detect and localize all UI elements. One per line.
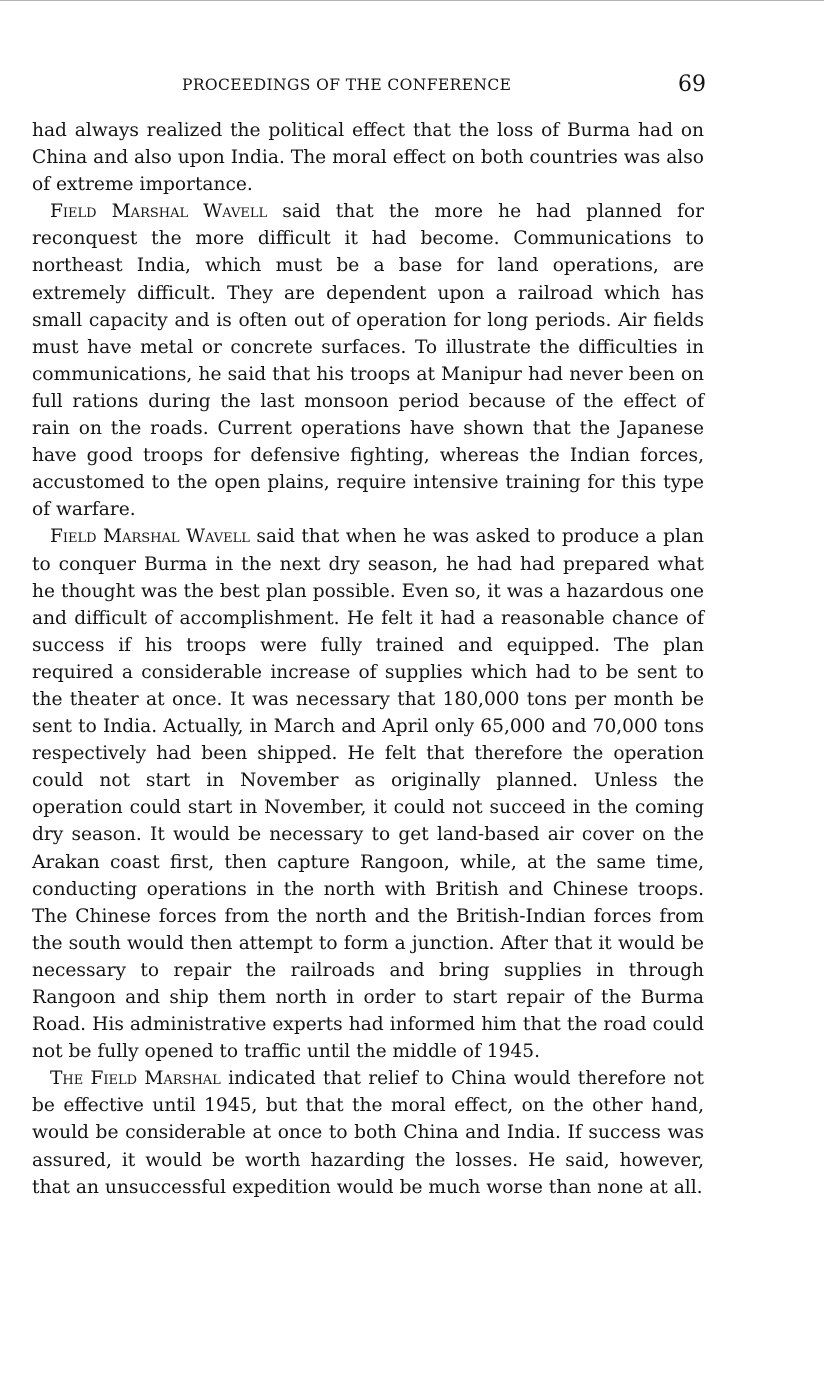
body-text <box>32 117 704 1201</box>
paragraph-4-text: indicated that relief to China would therefore not be effective until 1945, but that the moral effect, on the other hand, would be considerable at once to both China and India. If success was assured, it would be worth hazarding the losses. He said, however, that an unsuccessful expedition would be much worse than none at all. <box>32 1068 704 1198</box>
running-title: PROCEEDINGS OF THE CONFERENCE <box>182 76 512 94</box>
paragraph-2 <box>32 198 704 523</box>
paragraph-1-text: had always realized the political effect that the loss of Burma had on China and also upon India. The moral effect on both countries was also of extreme importance. <box>32 120 704 196</box>
running-head <box>32 74 704 104</box>
speaker-name: Field Marshal Wavell <box>50 526 250 548</box>
paragraph-3 <box>32 523 704 1065</box>
paragraph-4 <box>32 1065 704 1200</box>
speaker-name: The Field Marshal <box>50 1068 221 1090</box>
paragraph-1 <box>32 117 704 198</box>
speaker-name: Field Marshal Wavell <box>50 201 268 223</box>
page-number: 69 <box>678 72 706 97</box>
top-edge-rule <box>0 0 824 1</box>
paragraph-2-text: said that the more he had planned for reconquest the more difficult it had become. Communications to northeast India, which must be a base for land operations, are extremely difficult. They are dependent upon a railroad which has small capacity and is often out of operation for long periods. Air fields must have metal or concrete surfaces. To illustrate the difficulties in communications, he said that his troops at Manipur had never been on full rations during the last monsoon period because of the effect of rain on the roads. Current operations have shown that the Japanese have good troops for defensive fighting, whereas the Indian forces, accustomed to the open plains, require intensive training for this type of warfare. <box>32 201 704 521</box>
paragraph-3-text: said that when he was asked to produce a plan to conquer Burma in the next dry season, he had had prepared what he thought was the best plan possible. Even so, it was a hazardous one and difficult of accomplishment. He felt it had a reasonable chance of success if his troops were fully trained and equipped. The plan required a considerable increase of supplies which had to be sent to the theater at once. It was necessary that 180,000 tons per month be sent to India. Actually, in March and April only 65,000 and 70,000 tons respectively had been shipped. He felt that therefore the operation could not start in November as originally planned. Unless the operation could start in November, it could not succeed in the coming dry season. It would be necessary to get land-based air cover on the Arakan coast first, then capture Rangoon, while, at the same time, conducting operations in the north with British and Chinese troops. The Chinese forces from the north and the British-Indian forces from the south would then attempt to form a junction. After that it would be necessary to repair the railroads and bring supplies in through Rangoon and ship them north in order to start repair of the Burma Road. His administrative experts had informed him that the road could not be fully opened to traffic until the middle of 1945. <box>32 526 704 1063</box>
